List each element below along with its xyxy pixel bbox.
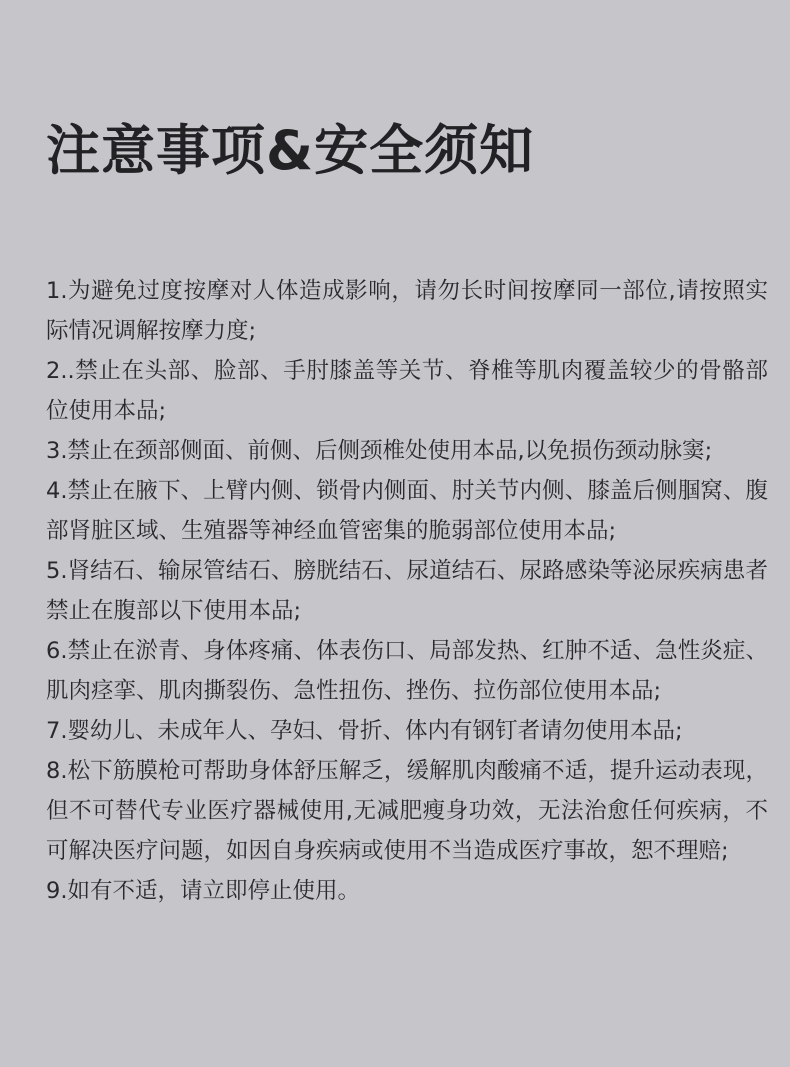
notice-list bbox=[46, 271, 768, 911]
notice-item-2: 2..禁止在头部、脸部、手肘膝盖等关节、脊椎等肌肉覆盖较少的骨骼部位使用本品; bbox=[46, 358, 768, 424]
notice-item-9: 9.如有不适，请立即停止使用。 bbox=[46, 878, 360, 904]
notice-item-1: 1.为避免过度按摩对人体造成影响，请勿长时间按摩同一部位,请按照实际情况调解按摩力度; bbox=[46, 278, 768, 344]
notice-item-7: 7.婴幼儿、未成年人、孕妇、骨折、体内有钢钉者请勿使用本品; bbox=[46, 718, 683, 744]
page-title: 注意事项&安全须知 bbox=[46, 119, 535, 182]
notice-item-6: 6.禁止在淤青、身体疼痛、体表伤口、局部发热、红肿不适、急性炎症、肌肉痉挛、肌肉撕裂伤、急性扭伤、挫伤、拉伤部位使用本品; bbox=[46, 638, 768, 704]
notice-item-4: 4.禁止在腋下、上臂内侧、锁骨内侧面、肘关节内侧、膝盖后侧腘窝、腹部肾脏区域、生殖器等神经血管密集的脆弱部位使用本品; bbox=[46, 478, 768, 544]
notice-item-8: 8.松下筋膜枪可帮助身体舒压解乏，缓解肌肉酸痛不适，提升运动表现，但不可替代专业医疗器械使用,无减肥瘦身功效，无法治愈任何疾病，不可解决医疗问题，如因自身疾病或使用不当造成医疗事故，恕不理赔; bbox=[46, 758, 768, 864]
notice-item-3: 3.禁止在颈部侧面、前侧、后侧颈椎处使用本品,以免损伤颈动脉窦; bbox=[46, 438, 713, 464]
notice-item-5: 5.肾结石、输尿管结石、膀胱结石、尿道结石、尿路感染等泌尿疾病患者禁止在腹部以下使用本品; bbox=[46, 558, 768, 624]
